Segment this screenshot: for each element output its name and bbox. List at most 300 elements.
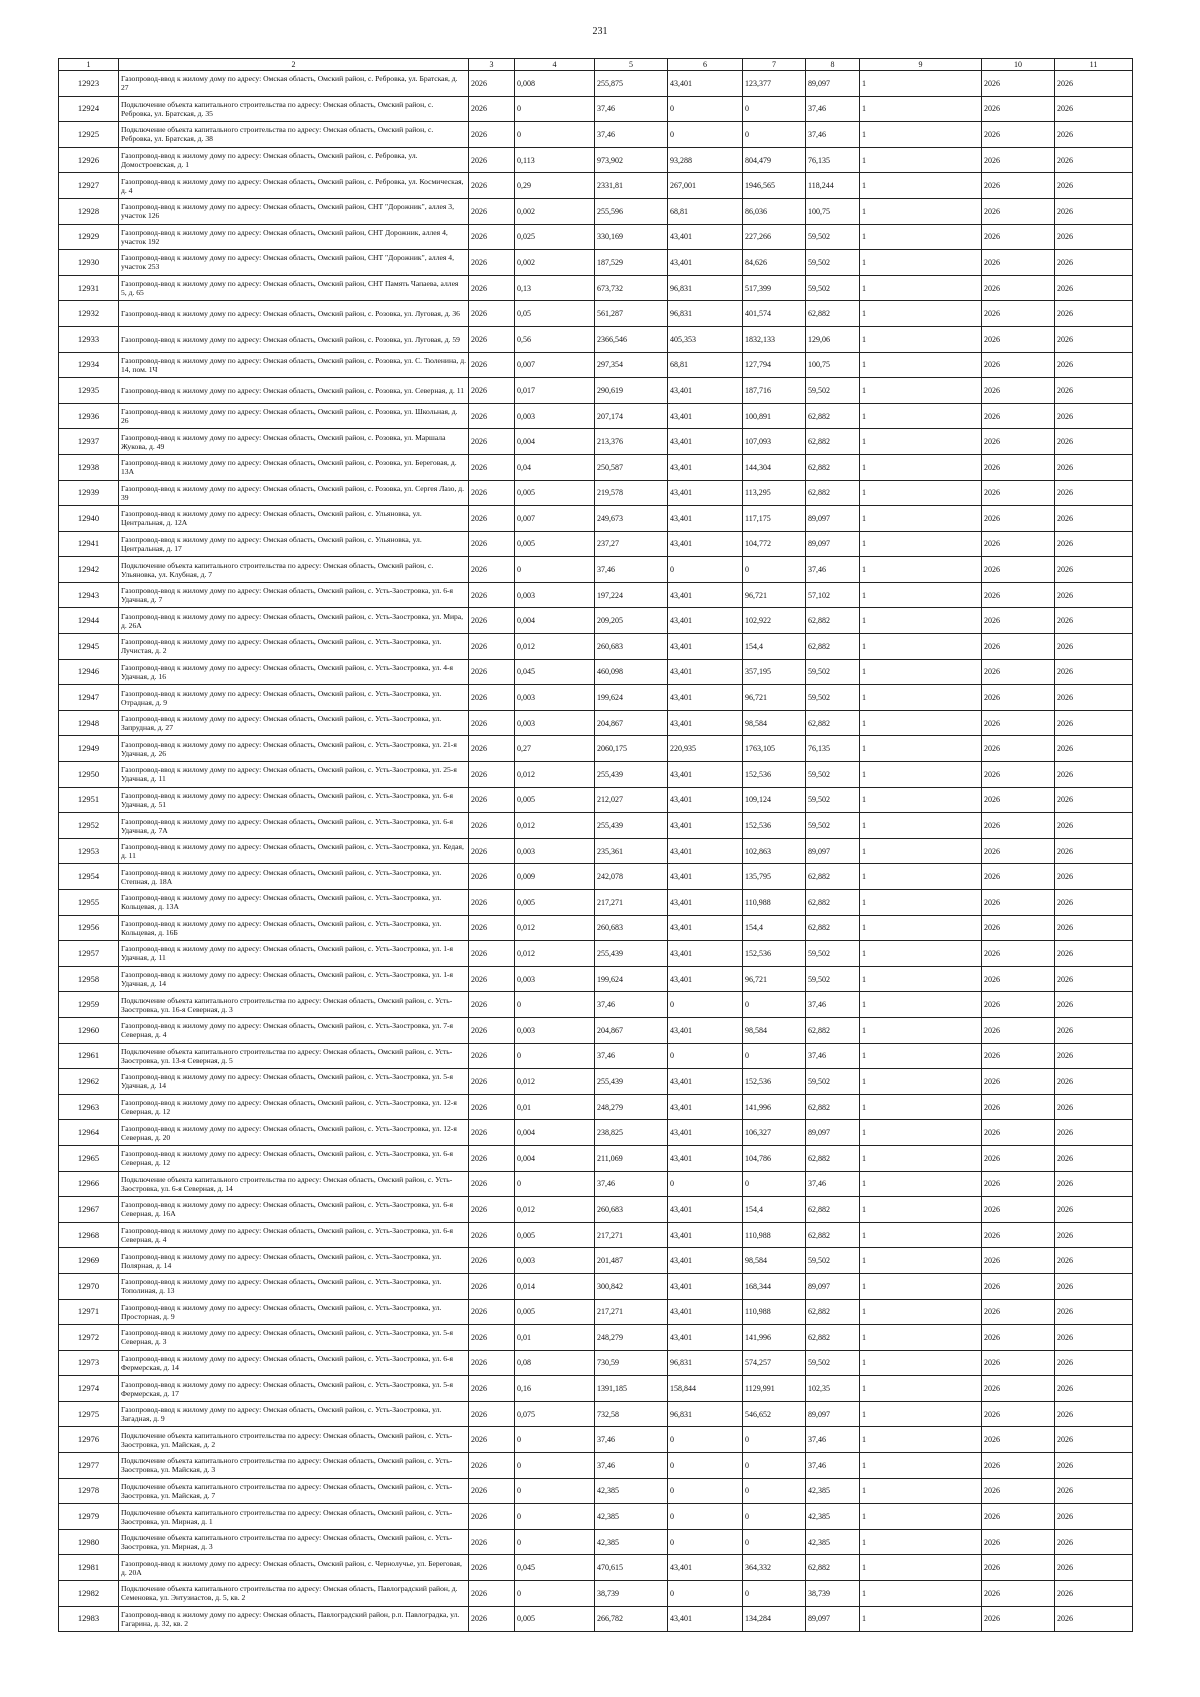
table-cell: Газопровод-ввод к жилому дому по адресу: Омская область, Омский район, с. Усть-Заостровка, ул. 1-я Удачная, д. 14 xyxy=(119,966,469,992)
table-cell: 12927 xyxy=(59,173,119,199)
table-cell: 0 xyxy=(743,1581,806,1607)
table-cell: 2026 xyxy=(469,429,515,455)
table-cell: 12932 xyxy=(59,301,119,327)
table-cell: 59,502 xyxy=(806,1248,860,1274)
table-row xyxy=(59,608,1133,634)
table-cell: Подключение объекта капитального строительства по адресу: Омская область, Омский район, с. Усть-Заостровка, ул. 16-я Северная, д. 3 xyxy=(119,992,469,1018)
table-cell: 2026 xyxy=(1055,96,1133,122)
table-row xyxy=(59,1325,1133,1351)
table-row xyxy=(59,582,1133,608)
table-cell: 2026 xyxy=(469,352,515,378)
table-cell: 1 xyxy=(860,1376,982,1402)
table-cell: 2026 xyxy=(982,890,1055,916)
table-cell: 37,46 xyxy=(806,96,860,122)
table-cell: 2026 xyxy=(1055,352,1133,378)
table-cell: 59,502 xyxy=(806,1350,860,1376)
table-cell: 0,045 xyxy=(515,659,595,685)
table-cell: 2026 xyxy=(469,403,515,429)
table-cell: 201,487 xyxy=(595,1248,668,1274)
table-cell: 0,01 xyxy=(515,1325,595,1351)
table-cell: 0,003 xyxy=(515,685,595,711)
table-cell: Газопровод-ввод к жилому дому по адресу: Омская область, Омский район, с. Усть-Заостровка, ул. Кольцевая, д. 16Б xyxy=(119,915,469,941)
table-cell: 0,16 xyxy=(515,1376,595,1402)
table-cell: 1 xyxy=(860,1581,982,1607)
table-cell: Подключение объекта капитального строительства по адресу: Омская область, Омский район, с. Ребровка, ул. Братская, д. 35 xyxy=(119,96,469,122)
table-cell: 1 xyxy=(860,147,982,173)
table-cell: Газопровод-ввод к жилому дому по адресу: Омская область, Омский район, с. Усть-Заостровка, ул. 5-я Удачная, д. 14 xyxy=(119,1069,469,1095)
table-row xyxy=(59,813,1133,839)
table-row xyxy=(59,1453,1133,1479)
table-cell: 43,401 xyxy=(668,1606,743,1632)
table-cell: 357,195 xyxy=(743,659,806,685)
table-cell: 59,502 xyxy=(806,685,860,711)
table-cell: 2026 xyxy=(982,403,1055,429)
table-cell: 109,124 xyxy=(743,787,806,813)
table-cell: 238,825 xyxy=(595,1120,668,1146)
table-cell: 2026 xyxy=(469,1376,515,1402)
table-cell: 1 xyxy=(860,378,982,404)
table-cell: Подключение объекта капитального строительства по адресу: Омская область, Омский район, с. Усть-Заостровка, ул. Майская, д. 3 xyxy=(119,1453,469,1479)
table-cell: 1 xyxy=(860,275,982,301)
table-cell: 255,439 xyxy=(595,1069,668,1095)
table-cell: 2026 xyxy=(469,1401,515,1427)
table-cell: 152,536 xyxy=(743,813,806,839)
table-cell: 0 xyxy=(515,1581,595,1607)
table-cell: 43,401 xyxy=(668,582,743,608)
table-cell: 1 xyxy=(860,1222,982,1248)
table-cell: 2026 xyxy=(982,1043,1055,1069)
table-cell: 673,732 xyxy=(595,275,668,301)
table-cell: 62,882 xyxy=(806,1325,860,1351)
table-cell: 2026 xyxy=(1055,480,1133,506)
table-row xyxy=(59,1222,1133,1248)
table-cell: 96,831 xyxy=(668,275,743,301)
table-row xyxy=(59,1120,1133,1146)
table-cell: 2026 xyxy=(1055,762,1133,788)
table-cell: 204,867 xyxy=(595,1017,668,1043)
table-row xyxy=(59,531,1133,557)
column-header: 6 xyxy=(668,59,743,71)
table-cell: Газопровод-ввод к жилому дому по адресу: Омская область, Омский район, с. Ребровка, ул. Братская, д. 27 xyxy=(119,71,469,97)
table-cell: 59,502 xyxy=(806,762,860,788)
table-cell: 2026 xyxy=(982,915,1055,941)
table-cell: 0 xyxy=(668,557,743,583)
table-row xyxy=(59,787,1133,813)
table-cell: 12971 xyxy=(59,1299,119,1325)
table-cell: 43,401 xyxy=(668,1069,743,1095)
table-cell: 12963 xyxy=(59,1094,119,1120)
table-cell: 0 xyxy=(668,96,743,122)
table-cell: 2026 xyxy=(982,1529,1055,1555)
table-cell: 2026 xyxy=(469,275,515,301)
table-cell: 248,279 xyxy=(595,1094,668,1120)
table-row xyxy=(59,96,1133,122)
table-cell: 2026 xyxy=(1055,1299,1133,1325)
table-cell: 12972 xyxy=(59,1325,119,1351)
table-row xyxy=(59,71,1133,97)
table-cell: 0,005 xyxy=(515,1606,595,1632)
table-cell: 43,401 xyxy=(668,506,743,532)
table-cell: 219,578 xyxy=(595,480,668,506)
table-row xyxy=(59,1555,1133,1581)
table-cell: Газопровод-ввод к жилому дому по адресу: Омская область, Омский район, с. Усть-Заостровка, ул. 25-я Удачная, д. 11 xyxy=(119,762,469,788)
table-cell: 187,716 xyxy=(743,378,806,404)
table-cell: 1 xyxy=(860,198,982,224)
table-cell: 0,014 xyxy=(515,1273,595,1299)
table-cell: 43,401 xyxy=(668,454,743,480)
table-cell: 12944 xyxy=(59,608,119,634)
table-cell: 2026 xyxy=(1055,1145,1133,1171)
table-cell: 0,005 xyxy=(515,787,595,813)
table-cell: 59,502 xyxy=(806,659,860,685)
table-cell: 0 xyxy=(668,1529,743,1555)
table-cell: 0,012 xyxy=(515,1069,595,1095)
table-cell: 255,875 xyxy=(595,71,668,97)
table-cell: 42,385 xyxy=(595,1504,668,1530)
table-cell: 43,401 xyxy=(668,1145,743,1171)
table-cell: 1 xyxy=(860,480,982,506)
table-cell: 2026 xyxy=(469,1453,515,1479)
table-cell: 2026 xyxy=(469,326,515,352)
column-header: 7 xyxy=(743,59,806,71)
table-cell: 2026 xyxy=(982,1478,1055,1504)
table-cell: Газопровод-ввод к жилому дому по адресу: Омская область, Омский район, СНТ Память Чапаева, аллея 5, д. 65 xyxy=(119,275,469,301)
table-cell: 89,097 xyxy=(806,1120,860,1146)
table-cell: 43,401 xyxy=(668,403,743,429)
table-cell: 2026 xyxy=(469,531,515,557)
table-cell: 237,27 xyxy=(595,531,668,557)
table-cell: 2026 xyxy=(1055,429,1133,455)
table-row xyxy=(59,224,1133,250)
table-cell: 260,683 xyxy=(595,1197,668,1223)
table-cell: 235,361 xyxy=(595,838,668,864)
table-cell: Газопровод-ввод к жилому дому по адресу: Омская область, Омский район, с. Розовка, ул. Школьная, д. 26 xyxy=(119,403,469,429)
table-cell: 2026 xyxy=(982,685,1055,711)
table-cell: 43,401 xyxy=(668,685,743,711)
table-cell: 1 xyxy=(860,250,982,276)
table-cell: 2026 xyxy=(469,634,515,660)
table-cell: 1 xyxy=(860,762,982,788)
table-cell: Газопровод-ввод к жилому дому по адресу: Омская область, Омский район, с. Ульяновка, ул. Центральная, д. 12А xyxy=(119,506,469,532)
table-cell: 12938 xyxy=(59,454,119,480)
table-cell: 2026 xyxy=(1055,275,1133,301)
table-cell: 12960 xyxy=(59,1017,119,1043)
table-cell: 561,287 xyxy=(595,301,668,327)
table-cell: 89,097 xyxy=(806,531,860,557)
table-cell: 43,401 xyxy=(668,864,743,890)
table-cell: 2026 xyxy=(469,838,515,864)
table-cell: 1 xyxy=(860,301,982,327)
table-cell: 37,46 xyxy=(595,1043,668,1069)
table-cell: 2026 xyxy=(982,582,1055,608)
table-cell: 2026 xyxy=(982,1504,1055,1530)
table-cell: 249,673 xyxy=(595,506,668,532)
table-cell: 2026 xyxy=(982,966,1055,992)
table-cell: 1 xyxy=(860,966,982,992)
table-cell: Газопровод-ввод к жилому дому по адресу: Омская область, Омский район, с. Розовка, ул. Маршала Жукова, д. 49 xyxy=(119,429,469,455)
data-table xyxy=(58,58,1133,1632)
table-cell: 141,996 xyxy=(743,1094,806,1120)
table-cell: 43,401 xyxy=(668,762,743,788)
table-cell: 12945 xyxy=(59,634,119,660)
table-cell: 12940 xyxy=(59,506,119,532)
table-cell: 2026 xyxy=(982,1299,1055,1325)
table-cell: 2026 xyxy=(1055,992,1133,1018)
table-cell: 330,169 xyxy=(595,224,668,250)
table-cell: 2026 xyxy=(469,1581,515,1607)
table-cell: 12933 xyxy=(59,326,119,352)
table-cell: 2026 xyxy=(469,1273,515,1299)
table-cell: 89,097 xyxy=(806,1401,860,1427)
table-cell: 213,376 xyxy=(595,429,668,455)
table-cell: 1 xyxy=(860,864,982,890)
table-row xyxy=(59,1017,1133,1043)
table-cell: 43,401 xyxy=(668,710,743,736)
table-cell: Газопровод-ввод к жилому дому по адресу: Омская область, Омский район, с. Усть-Заостровка, ул. 6-я Северная, д. 12 xyxy=(119,1145,469,1171)
table-cell: 1 xyxy=(860,506,982,532)
table-cell: 0,002 xyxy=(515,198,595,224)
table-cell: 37,46 xyxy=(595,1427,668,1453)
table-cell: 0 xyxy=(668,1043,743,1069)
table-cell: 43,401 xyxy=(668,890,743,916)
table-cell: 0 xyxy=(515,1453,595,1479)
table-row xyxy=(59,198,1133,224)
table-cell: 1 xyxy=(860,1171,982,1197)
table-cell: 104,772 xyxy=(743,531,806,557)
table-cell: 2026 xyxy=(982,1325,1055,1351)
table-cell: 62,882 xyxy=(806,454,860,480)
table-cell: 2026 xyxy=(1055,1325,1133,1351)
table-cell: 76,135 xyxy=(806,736,860,762)
table-cell: 168,344 xyxy=(743,1273,806,1299)
table-cell: 2026 xyxy=(469,710,515,736)
table-cell: 2026 xyxy=(982,941,1055,967)
table-cell: 0,01 xyxy=(515,1094,595,1120)
table-cell: 2026 xyxy=(469,1120,515,1146)
table-cell: Подключение объекта капитального строительства по адресу: Омская область, Омский район, с. Ульяновка, ул. Клубная, д. 7 xyxy=(119,557,469,583)
table-cell: 2026 xyxy=(469,454,515,480)
table-cell: 2026 xyxy=(1055,890,1133,916)
table-cell: 12979 xyxy=(59,1504,119,1530)
table-cell: 12974 xyxy=(59,1376,119,1402)
table-cell: 43,401 xyxy=(668,480,743,506)
table-row xyxy=(59,1299,1133,1325)
table-cell: Газопровод-ввод к жилому дому по адресу: Омская область, Омский район, с. Усть-Заостровка, ул. Просторная, д. 9 xyxy=(119,1299,469,1325)
table-cell: 2026 xyxy=(469,659,515,685)
table-cell: 43,401 xyxy=(668,966,743,992)
table-cell: 0 xyxy=(743,1504,806,1530)
table-cell: 2026 xyxy=(469,582,515,608)
table-row xyxy=(59,1504,1133,1530)
table-cell: 96,831 xyxy=(668,1350,743,1376)
table-cell: 2026 xyxy=(469,1504,515,1530)
table-cell: 2026 xyxy=(469,173,515,199)
table-cell: 43,401 xyxy=(668,838,743,864)
table-cell: Газопровод-ввод к жилому дому по адресу: Омская область, Омский район, с. Ребровка, ул. Домостроевская, д. 1 xyxy=(119,147,469,173)
column-header: 5 xyxy=(595,59,668,71)
table-cell: 12982 xyxy=(59,1581,119,1607)
table-cell: 2026 xyxy=(469,966,515,992)
table-cell: Газопровод-ввод к жилому дому по адресу: Омская область, Омский район, с. Усть-Заостровка, ул. Лучистая, д. 2 xyxy=(119,634,469,660)
table-cell: Газопровод-ввод к жилому дому по адресу: Омская область, Омский район, с. Усть-Заостровка, ул. 6-я Северная, д. 4 xyxy=(119,1222,469,1248)
table-cell: Подключение объекта капитального строительства по адресу: Омская область, Павлоградский район, д. Семеновка, ул. Энтузиастов, д. 5, кв. 2 xyxy=(119,1581,469,1607)
table-cell: 0,004 xyxy=(515,1120,595,1146)
table-cell: 1 xyxy=(860,1017,982,1043)
table-cell: 100,75 xyxy=(806,198,860,224)
table-cell: 199,624 xyxy=(595,685,668,711)
table-cell: 43,401 xyxy=(668,787,743,813)
table-cell: 102,922 xyxy=(743,608,806,634)
table-row xyxy=(59,1350,1133,1376)
table-cell: 43,401 xyxy=(668,1273,743,1299)
table-cell: 1391,185 xyxy=(595,1376,668,1402)
table-cell: Газопровод-ввод к жилому дому по адресу: Омская область, Омский район, с. Усть-Заостровка, ул. 4-я Удачная, д. 16 xyxy=(119,659,469,685)
table-cell: 12957 xyxy=(59,941,119,967)
table-cell: 0,003 xyxy=(515,1248,595,1274)
table-cell: 96,721 xyxy=(743,966,806,992)
table-cell: 2026 xyxy=(982,864,1055,890)
table-cell: 0,04 xyxy=(515,454,595,480)
table-cell: 1 xyxy=(860,1555,982,1581)
table-cell: 0 xyxy=(668,1171,743,1197)
table-cell: Газопровод-ввод к жилому дому по адресу: Омская область, Омский район, с. Розовка, ул. Сергея Лазо, д. 39 xyxy=(119,480,469,506)
table-cell: 2026 xyxy=(982,838,1055,864)
table-cell: 107,093 xyxy=(743,429,806,455)
table-cell: 12928 xyxy=(59,198,119,224)
table-cell: 1 xyxy=(860,1145,982,1171)
table-cell: 12976 xyxy=(59,1427,119,1453)
table-cell: 2026 xyxy=(1055,1376,1133,1402)
table-cell: 1 xyxy=(860,838,982,864)
table-cell: Газопровод-ввод к жилому дому по адресу: Омская область, Омский район, с. Усть-Заостровка, ул. Мира, д. 26А xyxy=(119,608,469,634)
table-cell: 2026 xyxy=(469,1171,515,1197)
table-cell: 2026 xyxy=(1055,1197,1133,1223)
table-cell: 12937 xyxy=(59,429,119,455)
table-cell: 0 xyxy=(668,1427,743,1453)
table-cell: 43,401 xyxy=(668,250,743,276)
table-cell: 2026 xyxy=(982,1427,1055,1453)
table-cell: 2026 xyxy=(469,992,515,1018)
table-cell: 12949 xyxy=(59,736,119,762)
table-cell: 2026 xyxy=(1055,1171,1133,1197)
table-cell: 154,4 xyxy=(743,915,806,941)
table-cell: 2026 xyxy=(469,250,515,276)
table-cell: 2026 xyxy=(469,685,515,711)
table-cell: 2026 xyxy=(982,198,1055,224)
table-cell: 12939 xyxy=(59,480,119,506)
table-row xyxy=(59,326,1133,352)
table-cell: Подключение объекта капитального строительства по адресу: Омская область, Омский район, с. Усть-Заостровка, ул. Майская, д. 2 xyxy=(119,1427,469,1453)
table-cell: 0,29 xyxy=(515,173,595,199)
table-cell: 43,401 xyxy=(668,634,743,660)
table-cell: 0,56 xyxy=(515,326,595,352)
table-cell: Газопровод-ввод к жилому дому по адресу: Омская область, Омский район, с. Усть-Заостровка, ул. Кольцевая, д. 13А xyxy=(119,890,469,916)
table-cell: 1 xyxy=(860,915,982,941)
table-cell: 300,842 xyxy=(595,1273,668,1299)
table-cell: 2026 xyxy=(469,1222,515,1248)
table-cell: 0,045 xyxy=(515,1555,595,1581)
table-row xyxy=(59,736,1133,762)
table-cell: 12926 xyxy=(59,147,119,173)
table-cell: 102,863 xyxy=(743,838,806,864)
table-cell: 973,902 xyxy=(595,147,668,173)
table-row xyxy=(59,1478,1133,1504)
table-cell: 1 xyxy=(860,736,982,762)
table-row xyxy=(59,1376,1133,1402)
table-cell: 62,882 xyxy=(806,1017,860,1043)
table-cell: 2026 xyxy=(982,250,1055,276)
table-cell: 113,295 xyxy=(743,480,806,506)
table-cell: 2026 xyxy=(1055,1120,1133,1146)
table-cell: 2026 xyxy=(982,1273,1055,1299)
table-cell: 2026 xyxy=(1055,1043,1133,1069)
table-cell: 460,098 xyxy=(595,659,668,685)
table-row xyxy=(59,762,1133,788)
table-row xyxy=(59,173,1133,199)
table-row xyxy=(59,1401,1133,1427)
table-cell: 100,75 xyxy=(806,352,860,378)
table-cell: 2026 xyxy=(982,736,1055,762)
table-cell: 62,882 xyxy=(806,1555,860,1581)
table-cell: 255,439 xyxy=(595,941,668,967)
column-header: 1 xyxy=(59,59,119,71)
table-cell: 211,069 xyxy=(595,1145,668,1171)
table-cell: 217,271 xyxy=(595,890,668,916)
table-cell: 255,596 xyxy=(595,198,668,224)
table-cell: 43,401 xyxy=(668,941,743,967)
table-cell: 2026 xyxy=(469,224,515,250)
table-cell: 12962 xyxy=(59,1069,119,1095)
table-cell: 0,075 xyxy=(515,1401,595,1427)
table-cell: 0 xyxy=(743,1043,806,1069)
table-cell: 2026 xyxy=(469,1325,515,1351)
table-cell: 1 xyxy=(860,941,982,967)
table-cell: 43,401 xyxy=(668,1299,743,1325)
table-cell: 110,988 xyxy=(743,1222,806,1248)
table-cell: 2026 xyxy=(1055,403,1133,429)
table-cell: 2026 xyxy=(1055,250,1133,276)
table-cell: 89,097 xyxy=(806,1606,860,1632)
table-cell: 12950 xyxy=(59,762,119,788)
table-cell: 2026 xyxy=(982,1017,1055,1043)
table-cell: 1 xyxy=(860,531,982,557)
table-cell: 2026 xyxy=(1055,1401,1133,1427)
table-cell: 2026 xyxy=(982,147,1055,173)
table-cell: 2026 xyxy=(982,1197,1055,1223)
table-cell: 2026 xyxy=(469,1017,515,1043)
table-cell: 1 xyxy=(860,224,982,250)
table-cell: 12981 xyxy=(59,1555,119,1581)
table-row xyxy=(59,1069,1133,1095)
table-cell: 2026 xyxy=(1055,915,1133,941)
table-cell: 1 xyxy=(860,1401,982,1427)
table-cell: 2026 xyxy=(982,1120,1055,1146)
table-cell: 1 xyxy=(860,710,982,736)
table-cell: Газопровод-ввод к жилому дому по адресу: Омская область, Омский район, с. Усть-Заостровка, ул. 12-я Северная, д. 20 xyxy=(119,1120,469,1146)
table-cell: 62,882 xyxy=(806,429,860,455)
table-cell: 59,502 xyxy=(806,250,860,276)
table-cell: 2026 xyxy=(469,198,515,224)
table-cell: 2026 xyxy=(982,352,1055,378)
table-cell: 37,46 xyxy=(806,1043,860,1069)
table-cell: 1763,105 xyxy=(743,736,806,762)
table-row xyxy=(59,1094,1133,1120)
table-cell: 1 xyxy=(860,557,982,583)
table-cell: 0,005 xyxy=(515,1299,595,1325)
table-cell: Газопровод-ввод к жилому дому по адресу: Омская область, Омский район, с. Усть-Заостровка, ул. Тополиная, д. 13 xyxy=(119,1273,469,1299)
table-row xyxy=(59,1273,1133,1299)
table-cell: 2026 xyxy=(469,71,515,97)
